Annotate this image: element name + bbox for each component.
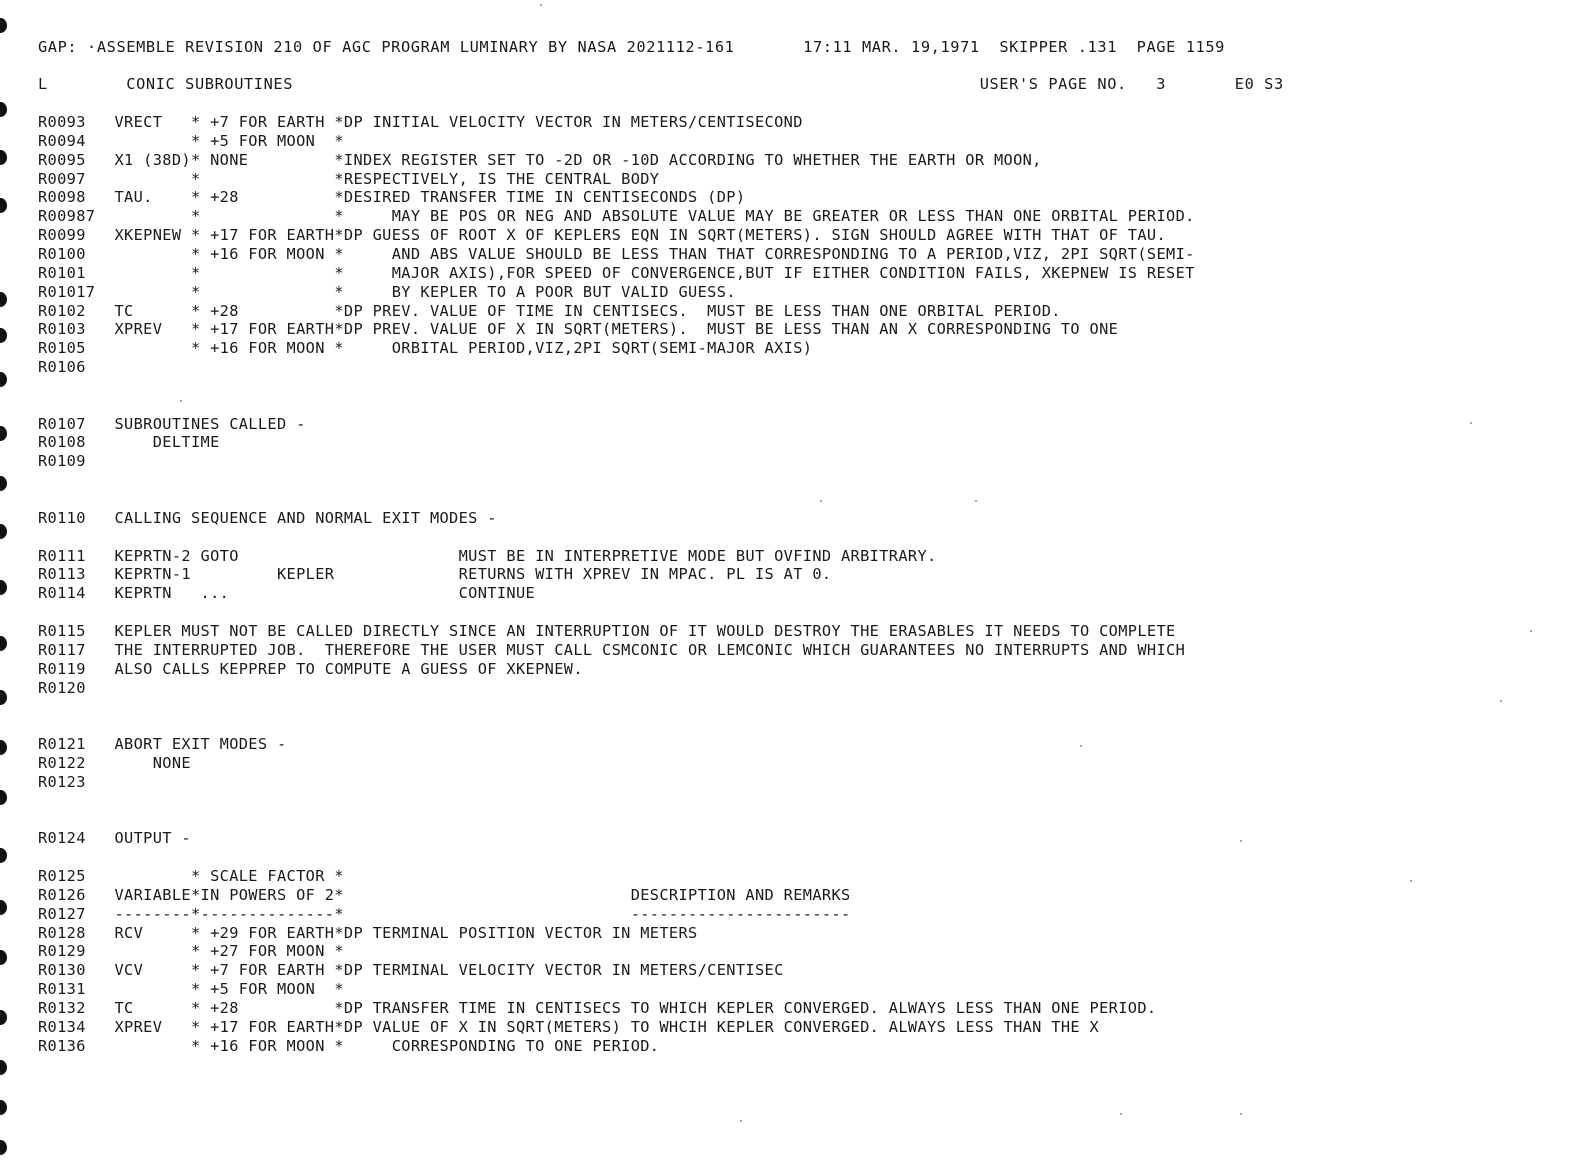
listing-line: R0110 CALLING SEQUENCE AND NORMAL EXIT MODES - [38, 508, 497, 527]
listing-line: R0094 * +5 FOR MOON * [38, 131, 344, 150]
punch-hole [0, 848, 7, 863]
speck [1410, 880, 1412, 882]
listing-line: R0103 XPREV * +17 FOR EARTH*DP PREV. VALUE OF X IN SQRT(METERS). MUST BE LESS THAN AN X CORRESPONDING TO ONE [38, 320, 1119, 339]
punch-hole [0, 198, 7, 213]
speck [180, 400, 182, 402]
speck [975, 500, 977, 502]
listing-line: R0098 TAU. * +28 *DESIRED TRANSFER TIME IN CENTISECONDS (DP) [38, 188, 746, 207]
punch-hole [0, 1010, 7, 1025]
listing-line: R0123 [38, 772, 86, 791]
punch-hole [0, 328, 7, 343]
listing-line: R0134 XPREV * +17 FOR EARTH*DP VALUE OF X IN SQRT(METERS) TO WHCIH KEPLER CONVERGED. ALWAYS LESS THAN THE X [38, 1017, 1100, 1036]
punch-hole [0, 900, 7, 915]
punch-hole [0, 790, 7, 805]
punch-hole [0, 690, 7, 705]
listing-line: R0095 X1 (38D)* NONE *INDEX REGISTER SET TO -2D OR -10D ACCORDING TO WHETHER THE EARTH OR MOON, [38, 150, 1042, 169]
speck [1500, 700, 1502, 702]
listing-line: R0102 TC * +28 *DP PREV. VALUE OF TIME IN CENTISECS. MUST BE LESS THAN ONE ORBITAL PERIOD. [38, 301, 1061, 320]
speck [1120, 1113, 1122, 1115]
speck [1470, 422, 1472, 424]
punch-hole [0, 102, 7, 117]
punch-hole [0, 1060, 7, 1075]
punch-hole [0, 1100, 7, 1115]
listing-line: R0131 * +5 FOR MOON * [38, 980, 344, 999]
listing-line: R0101 * * MAJOR AXIS),FOR SPEED OF CONVERGENCE,BUT IF EITHER CONDITION FAILS, XKEPNEW IS RESET [38, 263, 1195, 282]
listing-line: R0097 * *RESPECTIVELY, IS THE CENTRAL BODY [38, 169, 660, 188]
punch-hole [0, 950, 7, 965]
punch-hole [0, 580, 7, 595]
speck [740, 1120, 742, 1122]
listing-line: R0119 ALSO CALLS KEPPREP TO COMPUTE A GUESS OF XKEPNEW. [38, 659, 583, 678]
punch-hole [0, 476, 7, 491]
listing-line: R0115 KEPLER MUST NOT BE CALLED DIRECTLY SINCE AN INTERRUPTION OF IT WOULD DESTROY THE ERASABLES IT NEEDS TO COMPLETE [38, 621, 1176, 640]
punch-hole [0, 1140, 7, 1155]
listing-line: R0100 * +16 FOR MOON * AND ABS VALUE SHOULD BE LESS THAN THAT CORRESPONDING TO A PERIOD,VIZ, 2PI SQRT(SEMI- [38, 244, 1195, 263]
listing-line: R0128 RCV * +29 FOR EARTH*DP TERMINAL POSITION VECTOR IN METERS [38, 923, 698, 942]
listing-line: R0126 VARIABLE*IN POWERS OF 2* DESCRIPTION AND REMARKS [38, 885, 851, 904]
punch-hole [0, 426, 7, 441]
listing-line: R0130 VCV * +7 FOR EARTH *DP TERMINAL VELOCITY VECTOR IN METERS/CENTISEC [38, 961, 784, 980]
listing-line: R0136 * +16 FOR MOON * CORRESPONDING TO ONE PERIOD. [38, 1036, 660, 1055]
listing-line: R0124 OUTPUT - [38, 829, 191, 848]
listing-line: R00987 * * MAY BE POS OR NEG AND ABSOLUTE VALUE MAY BE GREATER OR LESS THAN ONE ORBITAL PERIOD. [38, 207, 1195, 226]
listing-line: R0127 --------*--------------* ----------------------- [38, 904, 851, 923]
punch-hole [0, 150, 7, 165]
punch-hole [0, 740, 7, 755]
speck [1240, 840, 1242, 842]
punch-hole [0, 524, 7, 539]
page-subheader: L CONIC SUBROUTINES USER'S PAGE NO. 3 E0 S3 [38, 75, 1284, 93]
speck [1240, 1113, 1242, 1115]
speck [1080, 745, 1082, 747]
listing-line: R0132 TC * +28 *DP TRANSFER TIME IN CENTISECS TO WHICH KEPLER CONVERGED. ALWAYS LESS THAN ONE PERIOD. [38, 998, 1157, 1017]
listing-line: R0111 KEPRTN-2 GOTO MUST BE IN INTERPRETIVE MODE BUT OVFIND ARBITRARY. [38, 546, 937, 565]
listing-line: R0113 KEPRTN-1 KEPLER RETURNS WITH XPREV IN MPAC. PL IS AT 0. [38, 565, 832, 584]
listing-line: R0107 SUBROUTINES CALLED - [38, 414, 306, 433]
listing-line: R01017 * * BY KEPLER TO A POOR BUT VALID GUESS. [38, 282, 736, 301]
listing-line: R0117 THE INTERRUPTED JOB. THEREFORE THE USER MUST CALL CSMCONIC OR LEMCONIC WHICH GUARANTEES NO INTERRUPTS AND WHICH [38, 640, 1186, 659]
listing-line: R0125 * SCALE FACTOR * [38, 867, 344, 885]
punch-hole [0, 292, 7, 307]
listing-line: R0129 * +27 FOR MOON * [38, 942, 344, 961]
punch-hole [0, 372, 7, 387]
listing-line: R0099 XKEPNEW * +17 FOR EARTH*DP GUESS OF ROOT X OF KEPLERS EQN IN SQRT(METERS). SIGN SHOULD AGREE WITH THAT OF TAU. [38, 226, 1167, 245]
listing-line: R0106 [38, 358, 86, 377]
listing-line: R0120 [38, 678, 86, 697]
speck [540, 4, 542, 6]
punch-hole [0, 18, 7, 33]
speck [820, 500, 822, 502]
listing-line: R0114 KEPRTN ... CONTINUE [38, 584, 536, 603]
listing-line: R0121 ABORT EXIT MODES - [38, 735, 287, 754]
listing-line: R0109 [38, 452, 86, 471]
listing-line: R0122 NONE [38, 753, 191, 772]
speck [1530, 630, 1532, 632]
punch-hole [0, 636, 7, 651]
listing-line: R0108 DELTIME [38, 433, 220, 452]
listing-line: R0093 VRECT * +7 FOR EARTH *DP INITIAL VELOCITY VECTOR IN METERS/CENTISECOND [38, 113, 803, 131]
page-banner: GAP: ·ASSEMBLE REVISION 210 OF AGC PROGRAM LUMINARY BY NASA 2021112-161 17:11 MAR. 19,1971 SKIPPER .131 PAGE 1159 [38, 38, 1225, 56]
listing-line: R0105 * +16 FOR MOON * ORBITAL PERIOD,VIZ,2PI SQRT(SEMI-MAJOR AXIS) [38, 339, 813, 358]
